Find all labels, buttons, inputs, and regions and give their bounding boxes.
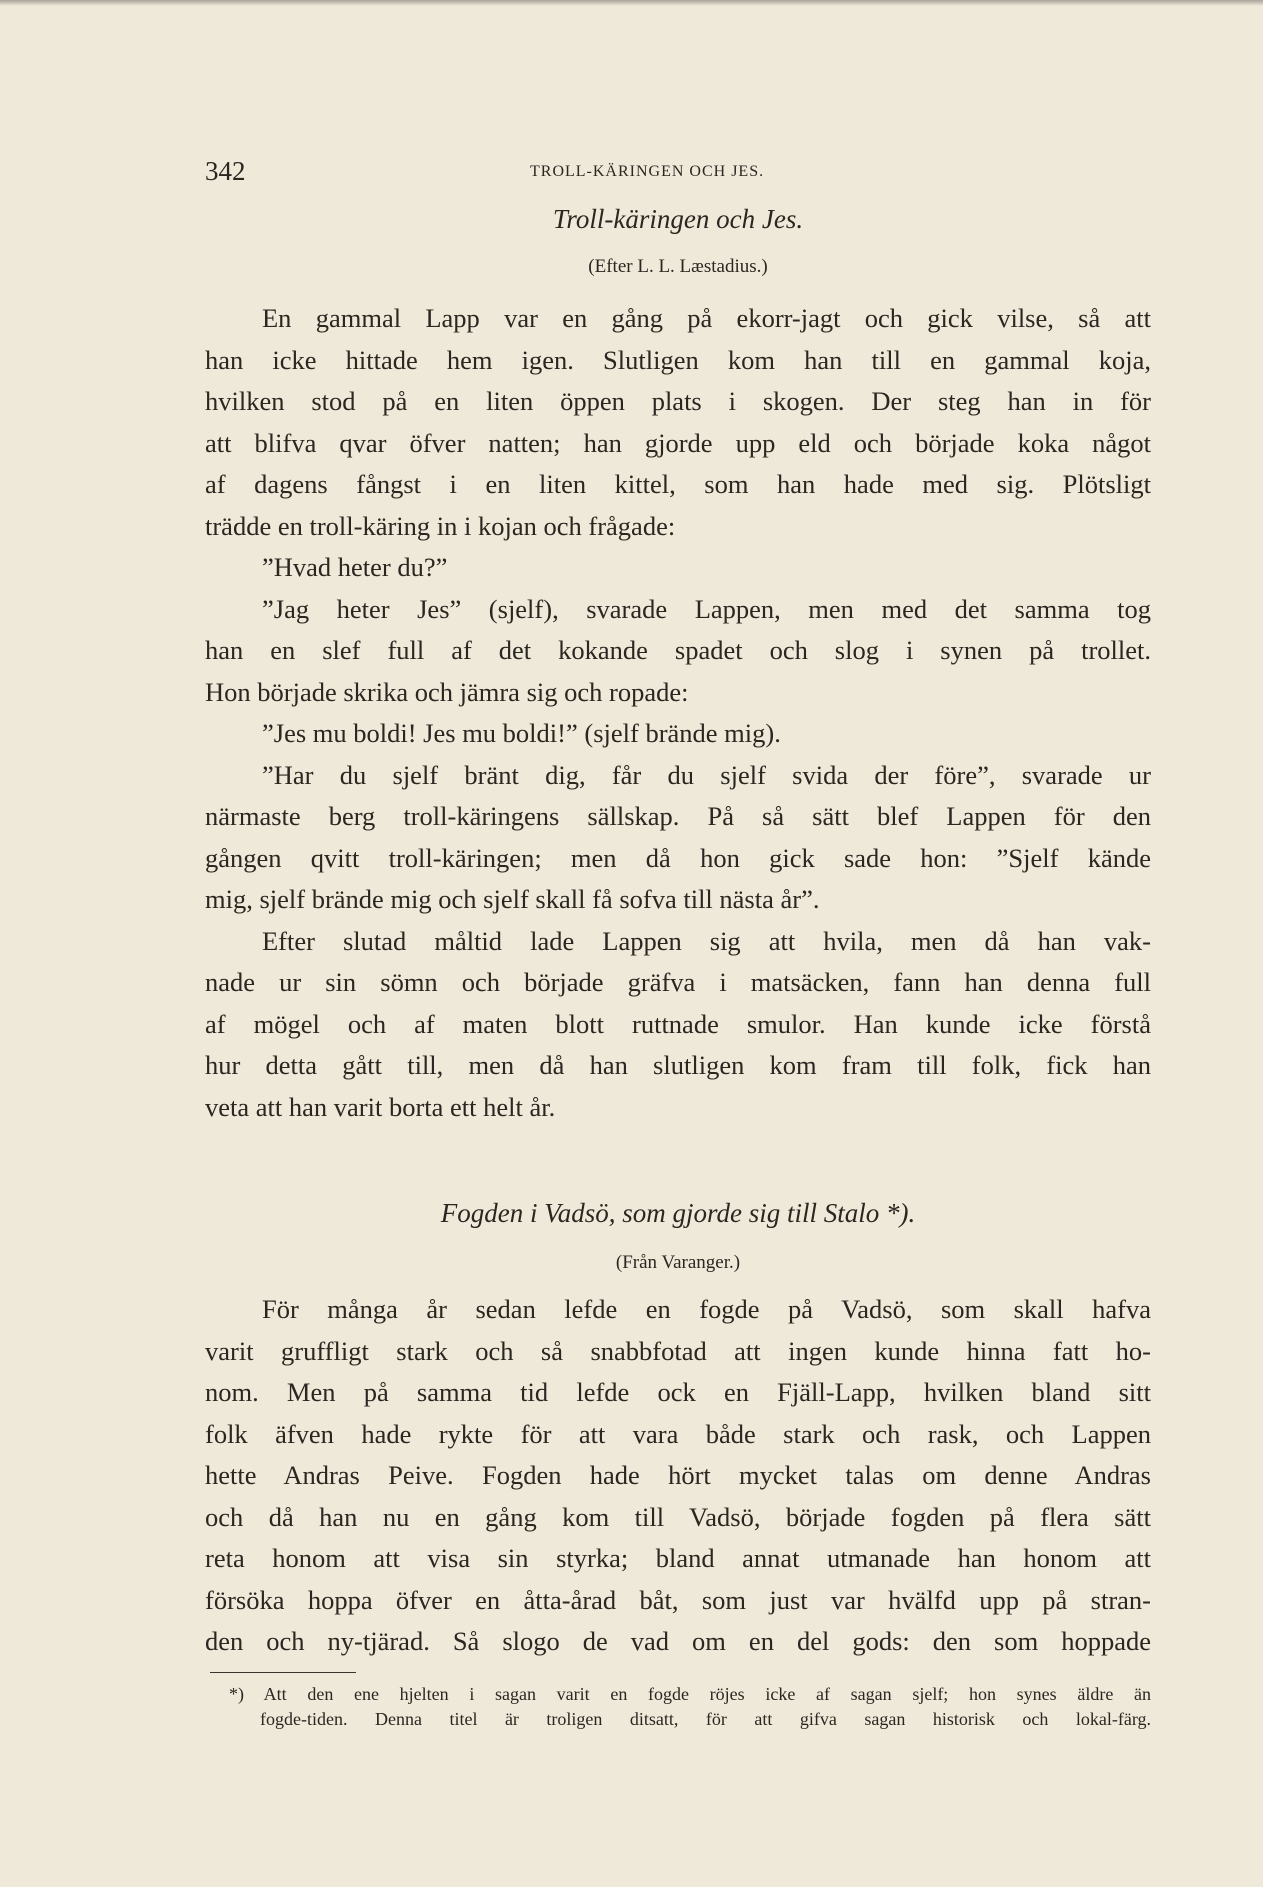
footnote-rule xyxy=(210,1672,356,1673)
text-line: För många år sedan lefde en fogde på Vadsö, som skall hafva xyxy=(262,1294,1151,1324)
story-source: (Från Varanger.) xyxy=(615,1252,741,1273)
text-line: hur detta gått till, men då han slutligen kom fram till folk, fick han xyxy=(205,1050,1151,1080)
text-line: af mögel och af maten blott ruttnade smulor. Han kunde icke förstå xyxy=(205,1008,1151,1039)
text-line: ”Hvad heter du?” xyxy=(262,552,448,582)
footnote-line: *) Att den ene hjelten i sagan varit en fogde röjes icke af sagan sjelf; hon synes äldre än xyxy=(229,1684,1151,1704)
text-line: närmaste berg troll-käringens sällskap. På så sätt blef Lappen för den xyxy=(205,801,1151,831)
footnote xyxy=(205,1682,1151,1732)
text-line: hvilken stod på en liten öppen plats i skogen. Der steg han in för xyxy=(205,386,1151,416)
text-line: reta honom att visa sin styrka; bland annat utmanade han honom att xyxy=(205,1543,1151,1573)
story-title: Fogden i Vadsö, som gjorde sig till Stalo *). xyxy=(440,1198,916,1228)
page-number: 342 xyxy=(205,156,246,186)
story-body xyxy=(205,298,1151,1128)
text-line: En gammal Lapp var en gång på ekorr-jagt och gick vilse, så att xyxy=(262,303,1151,333)
text-line: varit gruffligt stark och så snabbfotad att ingen kunde hinna fatt ho- xyxy=(205,1335,1151,1366)
text-line: den och ny-tjärad. Så slogo de vad om en del gods: den som hoppade xyxy=(205,1626,1151,1656)
story-title: Troll-käringen och Jes. xyxy=(552,204,804,234)
text-line: af dagens fångst i en liten kittel, som han hade med sig. Plötsligt xyxy=(205,469,1151,499)
text-line: hette Andras Peive. Fogden hade hört mycket talas om denne Andras xyxy=(205,1460,1151,1490)
page-edge xyxy=(0,0,1263,6)
story-body xyxy=(205,1289,1151,1663)
running-title: TROLL-KÄRINGEN OCH JES. xyxy=(530,163,765,180)
footnote-line: fogde-tiden. Denna titel är troligen ditsatt, för att gifva sagan historisk och lokal-färg. xyxy=(260,1709,1151,1729)
text-line: Efter slutad måltid lade Lappen sig att hvila, men då han vak- xyxy=(262,925,1151,956)
text-line: ”Har du sjelf bränt dig, får du sjelf svida der före”, svarade ur xyxy=(262,759,1151,790)
running-head xyxy=(205,156,1151,186)
text-line: folk äfven hade rykte för att vara både stark och rask, och Lappen xyxy=(205,1418,1151,1449)
text-line: och då han nu en gång kom till Vadsö, började fogden på flera sätt xyxy=(205,1501,1151,1532)
story-source: (Efter L. L. Læstadius.) xyxy=(588,256,768,277)
text-line: nom. Men på samma tid lefde ock en Fjäll-Lapp, hvilken bland sitt xyxy=(205,1377,1151,1407)
text-line: gången qvitt troll-käringen; men då hon gick sade hon: ”Sjelf kände xyxy=(205,842,1151,873)
text-line: veta att han varit borta ett helt år. xyxy=(205,1091,556,1122)
text-line: ”Jag heter Jes” (sjelf), svarade Lappen, men med det samma tog xyxy=(262,593,1151,624)
text-line: trädde en troll-käring in i kojan och frågade: xyxy=(205,510,676,541)
text-line: nade ur sin sömn och började gräfva i matsäcken, fann han denna full xyxy=(205,967,1151,997)
text-line: Hon började skrika och jämra sig och ropade: xyxy=(205,676,689,707)
text-line: försöka hoppa öfver en åtta-årad båt, som just var hvälfd upp på stran- xyxy=(205,1584,1151,1615)
text-line: att blifva qvar öfver natten; han gjorde upp eld och började koka något xyxy=(205,427,1151,458)
text-line: mig, sjelf brände mig och sjelf skall få sofva till nästa år”. xyxy=(205,884,820,914)
text-line: ”Jes mu boldi! Jes mu boldi!” (sjelf brände mig). xyxy=(262,718,781,748)
text-line: han en slef full af det kokande spadet och slog i synen på trollet. xyxy=(205,635,1151,665)
text-line: han icke hittade hem igen. Slutligen kom han till en gammal koja, xyxy=(205,344,1151,375)
